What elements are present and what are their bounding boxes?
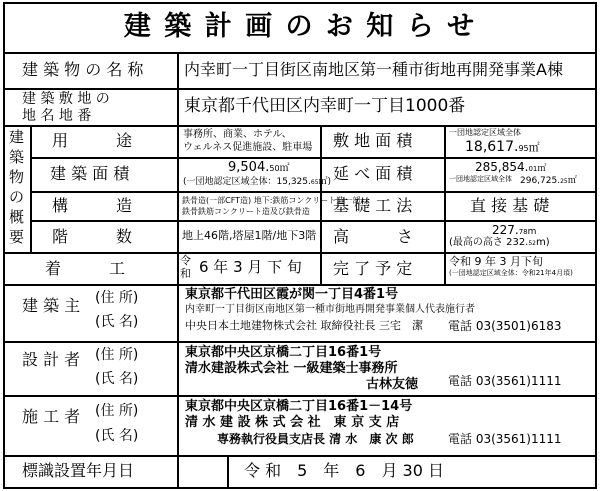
owner-address-label: (住 所) xyxy=(95,290,139,306)
contractor-phone: 電話 03(3561)1111 xyxy=(448,432,562,446)
overview-label-char: 物 xyxy=(9,168,25,186)
finish-value: 令和 9 年 3 月下旬 xyxy=(449,255,543,268)
overview-label-char: 概 xyxy=(9,208,25,226)
designer-name-line1: 清水建設株式会社 一級建築士事務所 xyxy=(185,361,398,376)
max-height-value: (最高の高さ 232.52m) xyxy=(449,237,550,248)
overview-label-char: 築 xyxy=(9,148,25,166)
height-label: 高 さ xyxy=(333,227,414,246)
building-area-note: (一団地認定区域全体：15,325.65㎡) xyxy=(183,177,332,187)
start-label: 着 工 xyxy=(45,259,126,278)
use-value-line1: 事務所、商業、ホテル、 xyxy=(183,129,292,140)
divider xyxy=(3,252,597,254)
building-area-value: 9,504.50㎡ xyxy=(228,160,290,175)
divider xyxy=(3,455,597,457)
building-area-label: 建 築 面 積 xyxy=(50,164,130,183)
divider xyxy=(3,284,597,286)
column-divider xyxy=(227,455,229,487)
floor-area-note-value: 296,725.25㎡ xyxy=(520,176,577,186)
designer-phone: 電話 03(3561)1111 xyxy=(448,374,562,388)
foundation-value: 直 接 基 礎 xyxy=(470,196,550,215)
posted-date-label: 標識設置年月日 xyxy=(22,461,135,480)
site-area-note: 一団地認定区域全体 xyxy=(449,128,521,137)
designer-role-label: 設 計 者 xyxy=(22,350,81,369)
overview-label-char: 要 xyxy=(9,228,25,246)
finish-note: (一団地認定区域全体：令和21年4月頃) xyxy=(449,269,573,277)
overview-label-char: の xyxy=(9,188,25,206)
site-label-line2: 地 名 地 番 xyxy=(22,108,92,124)
floor-area-value: 285,854.01㎡ xyxy=(475,160,547,174)
structure-value-line2: 鉄骨鉄筋コンクリート造及び鉄骨造 xyxy=(182,207,310,216)
start-era: 令 xyxy=(180,254,191,267)
designer-address: 東京都中央区京橋二丁目16番1号 xyxy=(185,345,382,360)
border-left xyxy=(3,2,5,489)
finish-label: 完 了 予 定 xyxy=(333,259,413,278)
structure-value-line1: 鉄骨造(一部CFT造) 地下:鉄筋コンクリート造一部 xyxy=(182,196,361,205)
floor-area-note-label: 一団地認定区域全体 xyxy=(449,175,512,183)
start-value: 6 年 3 月 下 旬 xyxy=(199,258,302,276)
building-name-value: 内幸町一丁目街区南地区第一種市街地再開発事業A棟 xyxy=(184,60,563,79)
divider xyxy=(30,191,597,193)
designer-name-line2: 古林友徳 xyxy=(366,377,419,392)
height-value: 227.78m xyxy=(492,223,537,237)
foundation-label: 基 礎 工 法 xyxy=(333,196,413,215)
divider xyxy=(3,125,597,127)
site-area-value: 18,617.95㎡ xyxy=(465,139,540,155)
column-divider xyxy=(177,52,179,487)
site-address-value: 東京都千代田区内幸町一丁目1000番 xyxy=(184,96,466,116)
overview-label-char: 建 xyxy=(9,128,25,146)
column-divider xyxy=(30,125,32,252)
use-label: 用 途 xyxy=(52,131,133,150)
contractor-role-label: 施 工 者 xyxy=(22,407,81,426)
start-era: 和 xyxy=(180,267,191,280)
divider xyxy=(3,341,597,343)
site-area-label: 敷 地 面 積 xyxy=(333,131,413,150)
designer-address-label: (住 所) xyxy=(95,347,139,363)
owner-phone: 電話 03(3501)6183 xyxy=(448,319,562,333)
structure-label: 構 造 xyxy=(52,196,133,215)
floor-area-label: 延 べ 面 積 xyxy=(333,164,413,183)
border-bottom xyxy=(3,487,597,489)
owner-role-label: 建 築 主 xyxy=(22,296,81,315)
contractor-name-line1: 清 水 建 設 株 式 会 社 東 京 支 店 xyxy=(185,415,400,430)
use-value-line2: ウェルネス促進施設、駐車場 xyxy=(183,142,313,153)
divider xyxy=(3,52,597,54)
column-divider xyxy=(444,125,446,284)
designer-name-label: (氏 名) xyxy=(95,371,139,387)
owner-address: 東京都千代田区霞が関一丁目4番1号 xyxy=(185,287,399,302)
owner-name-label: (氏 名) xyxy=(95,314,139,330)
posted-date-value: 令 和 5 年 6 月 30 日 xyxy=(244,461,444,480)
border-top xyxy=(3,2,597,4)
contractor-address-label: (住 所) xyxy=(95,403,139,419)
divider xyxy=(3,88,597,90)
floors-label: 階 数 xyxy=(52,227,133,246)
contractor-address: 東京都中央区京橋二丁目16番1－14号 xyxy=(185,399,413,414)
owner-name-line1: 内幸町一丁目街区南地区第一種市街地再開発事業個人代表施行者 xyxy=(185,304,475,315)
divider xyxy=(30,157,597,159)
divider xyxy=(3,395,597,397)
page-title: 建 築 計 画 の お 知 ら せ xyxy=(123,11,477,42)
divider xyxy=(30,220,597,222)
contractor-name-label: (氏 名) xyxy=(95,428,139,444)
owner-name-line2: 中央日本土地建物株式会社 取締役社長 三宅 潔 xyxy=(185,319,423,332)
border-right xyxy=(595,2,597,489)
floors-value: 地上46階,塔屋1階/地下3階 xyxy=(182,229,317,242)
building-name-label: 建 築 物 の 名 称 xyxy=(22,60,144,79)
contractor-name-line2: 専務執行役員支店長 清 水 康 次 郎 xyxy=(217,432,414,446)
site-label-line1: 建 築 敷 地 の xyxy=(22,91,110,107)
